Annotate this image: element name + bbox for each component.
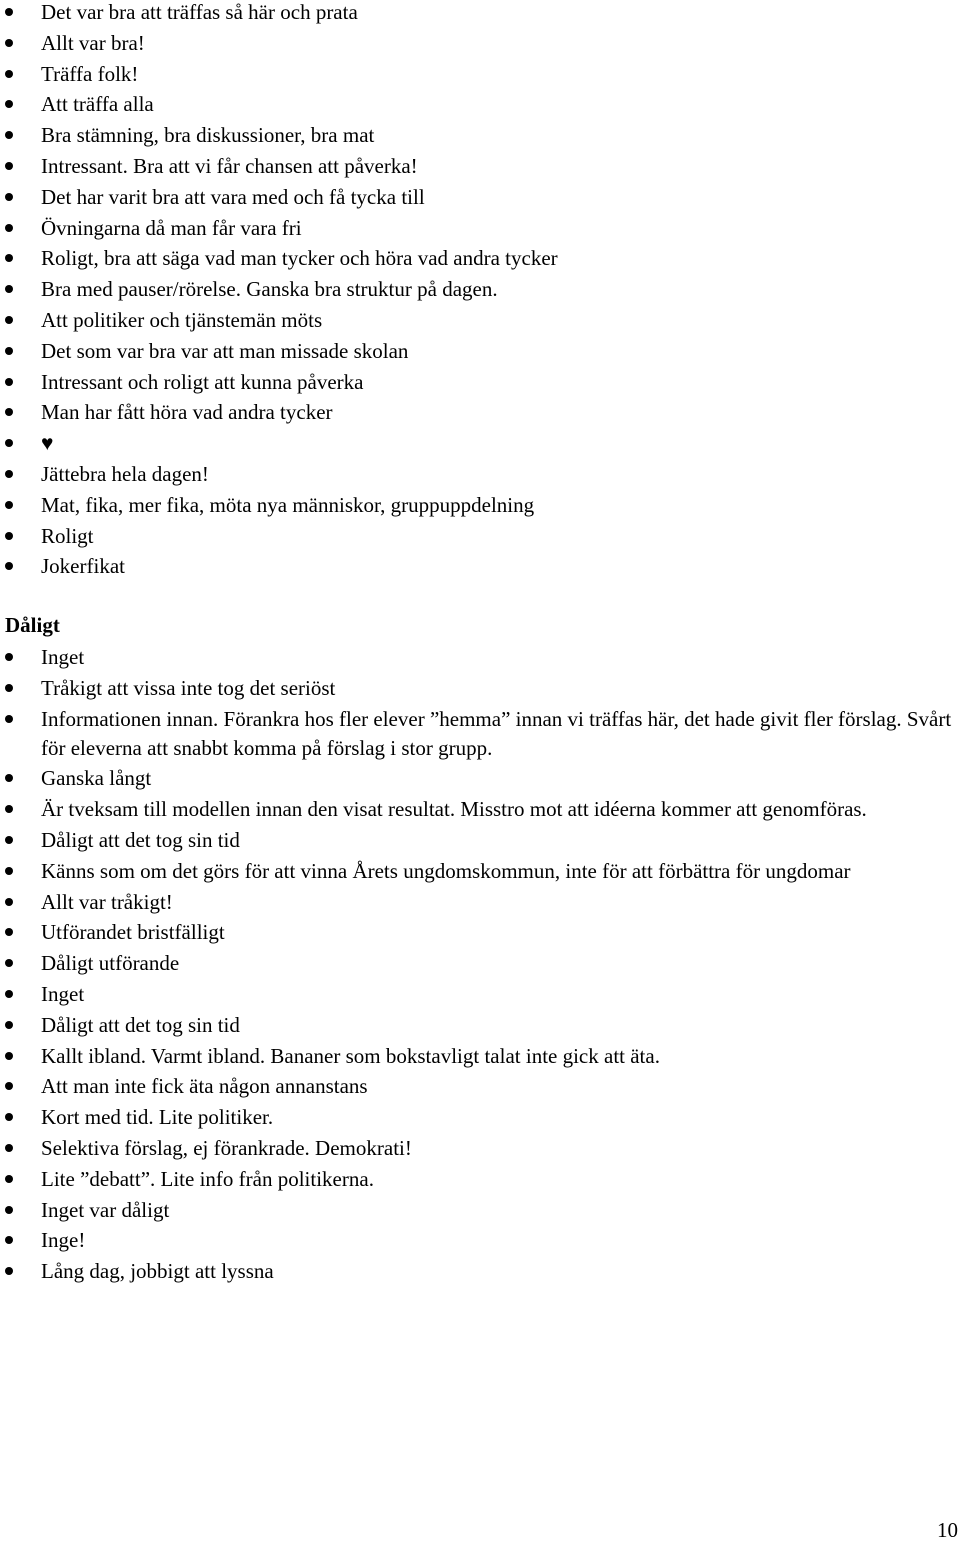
list-item: [0, 460, 960, 489]
bullet-icon: [5, 439, 13, 447]
bullet-icon: [5, 684, 13, 692]
bullet-icon: [5, 774, 13, 782]
bullet-icon: [5, 1082, 13, 1090]
list-item: [0, 1165, 960, 1194]
bullet-icon: [5, 867, 13, 875]
list-item: [0, 1011, 960, 1040]
list-item-text: Är tveksam till modellen innan den visat resultat. Misstro mot att idéerna kommer att genomföras.: [41, 797, 867, 822]
bullet-icon: [5, 1175, 13, 1183]
list-item-text: Ganska långt: [41, 766, 152, 791]
list-item-text: Informationen innan. Förankra hos fler elever ”hemma” innan vi träffas här, det hade givit fler förslag. Svårt för eleverna att snabbt komma på förslag i stor grupp.: [41, 706, 952, 760]
list-item: [0, 1072, 960, 1101]
list-item: [0, 826, 960, 855]
bullet-icon: [5, 1206, 13, 1214]
bullet-icon: [5, 408, 13, 416]
list-item: [0, 244, 960, 273]
list-item: [0, 60, 960, 89]
list-item-text: Att träffa alla: [41, 92, 154, 117]
list-item: [0, 795, 960, 824]
list-item: [0, 429, 960, 458]
list-item-text: Selektiva förslag, ej förankrade. Demokrati!: [41, 1135, 412, 1160]
bullet-icon: [5, 162, 13, 170]
bullet-icon: [5, 1144, 13, 1152]
list-item: [0, 522, 960, 551]
bullet-icon: [5, 836, 13, 844]
bullet-icon: [5, 39, 13, 47]
bullet-icon: [5, 928, 13, 936]
list-item: [0, 980, 960, 1009]
list-item-text: Det var bra att träffas så här och prata: [41, 0, 358, 24]
bullet-icon: [5, 1236, 13, 1244]
bullet-icon: [5, 70, 13, 78]
list-item-text: Att man inte fick äta någon annanstans: [41, 1074, 368, 1099]
list-item: [0, 152, 960, 181]
list-item: [0, 1196, 960, 1225]
list-item: [0, 1042, 960, 1071]
list-item: [0, 398, 960, 427]
bullet-icon: [5, 562, 13, 570]
list-item-text: Att politiker och tjänstemän möts: [41, 307, 323, 332]
list-item: [0, 368, 960, 397]
bullet-icon: [5, 100, 13, 108]
list-item: [0, 306, 960, 335]
list-item: [0, 29, 960, 58]
list-item: [0, 764, 960, 793]
list-item-text: Kort med tid. Lite politiker.: [41, 1105, 274, 1130]
list-item-text: Känns som om det görs för att vinna Årets ungdomskommun, inte för att förbättra för ungdomar: [41, 858, 851, 883]
list-item-text: Tråkigt att vissa inte tog det seriöst: [41, 675, 336, 700]
list-item: [0, 491, 960, 520]
list-item-text: Inget: [41, 645, 85, 669]
list-item-text: Dåligt att det tog sin tid: [41, 1012, 240, 1037]
list-item: [0, 705, 960, 763]
list-item: [0, 1103, 960, 1132]
list-item: [0, 337, 960, 366]
list-item: [0, 857, 960, 886]
list-item: [0, 1226, 960, 1255]
bullet-icon: [5, 990, 13, 998]
list-item-text: Lite ”debatt”. Lite info från politikerna.: [41, 1166, 374, 1191]
list-item-text: Roligt, bra att säga vad man tycker och höra vad andra tycker: [41, 246, 558, 271]
list-item-text: Det har varit bra att vara med och få tycka till: [41, 184, 425, 209]
list-item-text: Övningarna då man får vara fri: [41, 215, 302, 240]
bullet-icon: [5, 131, 13, 139]
list-item: [0, 90, 960, 119]
list-item-text: Mat, fika, mer fika, möta nya människor, gruppuppdelning: [41, 492, 535, 517]
list-item: [0, 888, 960, 917]
list-item: [0, 643, 960, 672]
list-item: [0, 918, 960, 947]
bullet-icon: [5, 715, 13, 723]
list-item: [0, 552, 960, 581]
list-item-text: Intressant. Bra att vi får chansen att påverka!: [41, 153, 418, 178]
list-item-text: Dåligt utförande: [41, 951, 180, 976]
bullet-icon: [5, 8, 13, 16]
bullet-icon: [5, 285, 13, 293]
list-item-text: Lång dag, jobbigt att lyssna: [41, 1259, 274, 1284]
list-item-text: Inge!: [41, 1228, 86, 1253]
list-item: [0, 0, 960, 27]
list-item-text: Inget var dåligt: [41, 1197, 170, 1222]
list-item-text: Bra med pauser/rörelse. Ganska bra struktur på dagen.: [41, 277, 498, 302]
bullet-icon: [5, 1113, 13, 1121]
list-item-text: Allt var tråkigt!: [41, 889, 173, 914]
section-heading-daligt: Dåligt: [5, 613, 60, 637]
list-item-text: Inget: [41, 981, 85, 1006]
bullet-icon: [5, 347, 13, 355]
list-item-text: Jokerfikat: [41, 554, 125, 579]
bullet-icon: [5, 224, 13, 232]
list-item: [0, 949, 960, 978]
bullet-icon: [5, 316, 13, 324]
bullet-icon: [5, 959, 13, 967]
bullet-icon: [5, 532, 13, 540]
list-item-text: Bra stämning, bra diskussioner, bra mat: [41, 123, 375, 148]
list-item-text: Roligt: [41, 523, 94, 548]
bullet-icon: [5, 1021, 13, 1029]
bullet-icon: [5, 378, 13, 386]
bullet-icon: [5, 1267, 13, 1275]
list-item: [0, 674, 960, 703]
list-item-text: Utförandet bristfälligt: [41, 920, 225, 945]
bullet-icon: [5, 653, 13, 661]
good-feedback-list: [0, 0, 960, 583]
bullet-icon: [5, 501, 13, 509]
bullet-icon: [5, 254, 13, 262]
list-item: [0, 275, 960, 304]
list-item-text: ♥: [41, 431, 54, 456]
list-item-text: Man har fått höra vad andra tycker: [41, 400, 333, 425]
list-item: [0, 1134, 960, 1163]
bullet-icon: [5, 898, 13, 906]
bad-feedback-list: [0, 643, 960, 1288]
list-item-text: Det som var bra var att man missade skolan: [41, 338, 409, 363]
list-item: [0, 121, 960, 150]
bullet-icon: [5, 470, 13, 478]
list-item-text: Jättebra hela dagen!: [41, 461, 209, 486]
list-item-text: Dåligt att det tog sin tid: [41, 827, 240, 852]
bullet-icon: [5, 1052, 13, 1060]
bullet-icon: [5, 193, 13, 201]
list-item-text: Allt var bra!: [41, 30, 145, 55]
list-item: [0, 214, 960, 243]
list-item-text: Träffa folk!: [41, 61, 139, 86]
page-number: 10: [937, 1518, 958, 1542]
list-item: [0, 1257, 960, 1286]
bullet-icon: [5, 805, 13, 813]
list-item-text: Kallt ibland. Varmt ibland. Bananer som bokstavligt talat inte gick att äta.: [41, 1043, 660, 1068]
list-item: [0, 183, 960, 212]
list-item-text: Intressant och roligt att kunna påverka: [41, 369, 364, 394]
